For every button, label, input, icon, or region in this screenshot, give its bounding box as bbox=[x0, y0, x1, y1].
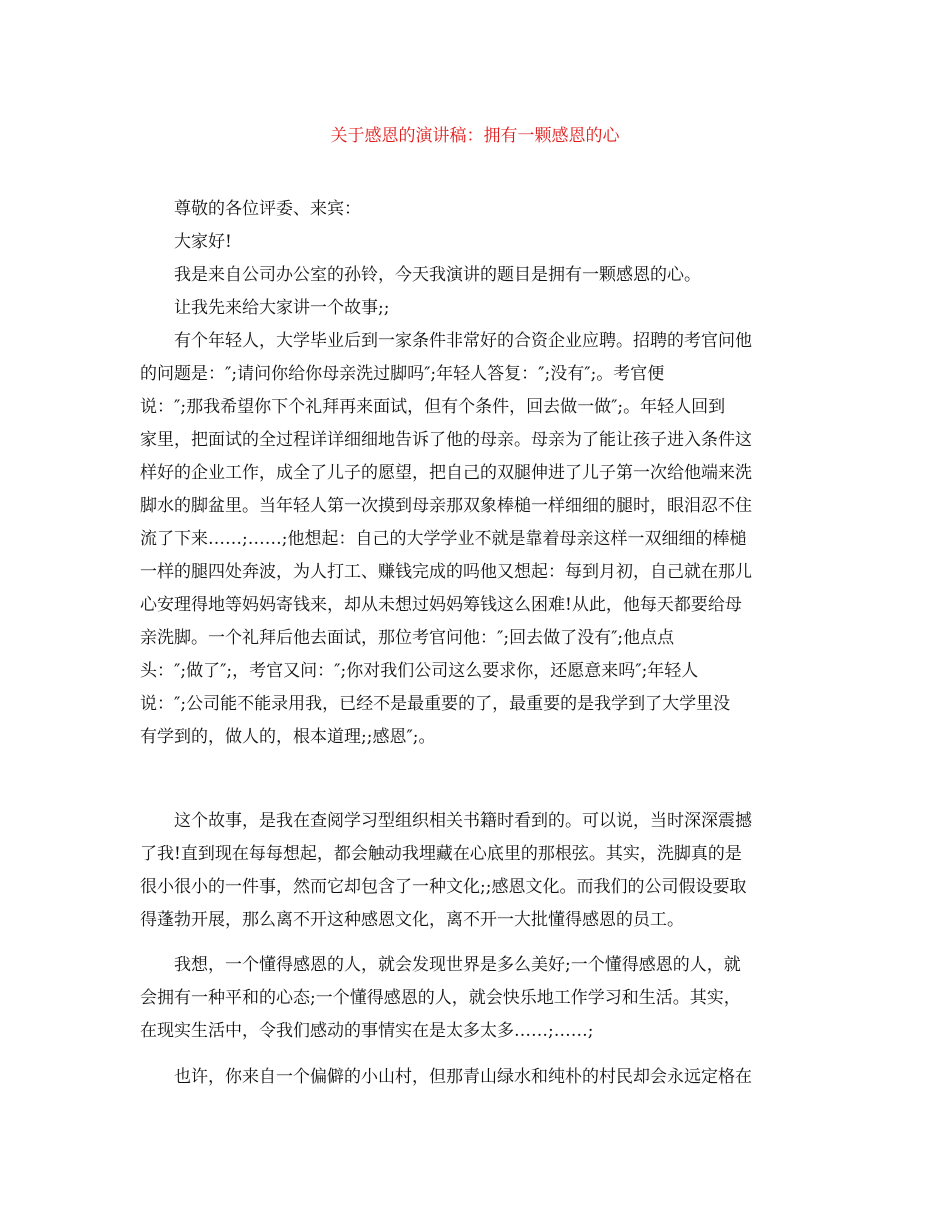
document-title: 关于感恩的演讲稿：拥有一颗感恩的心 bbox=[330, 126, 620, 146]
paragraph-gratitude: 我想，一个懂得感恩的人，就会发现世界是多么美好;一个懂得感恩的人，就 会拥有一种平和的心态;一个懂得感恩的人，就会快乐地工作学习和生活。其实， 在现实生活中，令我们感动的事情实在是太多太多……;……; bbox=[140, 955, 741, 1041]
paragraph-story-intro: 让我先来给大家讲一个故事;; bbox=[140, 298, 390, 318]
paragraph-village: 也许，你来自一个偏僻的小山村，但那青山绿水和纯朴的村民却会永远定格在 bbox=[140, 1067, 752, 1087]
paragraph-hello: 大家好! bbox=[140, 232, 232, 252]
paragraph-greeting-judges: 尊敬的各位评委、来宾： bbox=[140, 199, 361, 219]
paragraph-introduction: 我是来自公司办公室的孙铃，今天我演讲的题目是拥有一颗感恩的心。 bbox=[140, 265, 701, 285]
paragraph-reflection: 这个故事，是我在查阅学习型组织相关书籍时看到的。可以说，当时深深震撼 了我!直到现在每每想起，都会触动我埋藏在心底里的那根弦。其实，洗脚真的是 很小很小的一件事，然而它却包含了一种文化;;感恩文化。而我们的公司假设要取 得蓬勃开展，那么离不开这种感恩文化，离不开一大批懂得感恩的员工。 bbox=[140, 811, 752, 930]
paragraph-story: 有个年轻人，大学毕业后到一家条件非常好的合资企业应聘。招聘的考官问他 的问题是：″;请问你给你母亲洗过脚吗″;年轻人答复：″;没有″;。考官便 说：″;那我希望你下个礼拜再来面试，但有个条件，回去做一做″;。年轻人回到 家里，把面试的全过程详详细细地告诉了他的母亲。母亲为了能让孩子进入条件这 样好的企业工作，成全了儿子的愿望，把自己的双腿伸进了儿子第一次给他端来洗 脚水的脚盆里。当年轻人第一次摸到母亲那双象棒槌一样细细的腿时，眼泪忍不住 流了下来……;……;他想起：自己的大学学业不就是靠着母亲这样一双细细的棒槌 一样的腿四处奔波，为人打工、赚钱完成的吗他又想起：每到月初，自己就在那儿 心安理得地等妈妈寄钱来，却从未想过妈妈筹钱这么困难!从此，他每天都要给母 亲洗脚。一个礼拜后他去面试，那位考官问他：″;回去做了没有″;他点点 头：″;做了″;，考官又问：″;你对我们公司这么要求你，还愿意来吗″;年轻人 说：″;公司能不能录用我，已经不是最重要的了，最重要的是我学到了大学里没 有学到的，做人的，根本道理;;感恩″;。 bbox=[140, 331, 752, 747]
